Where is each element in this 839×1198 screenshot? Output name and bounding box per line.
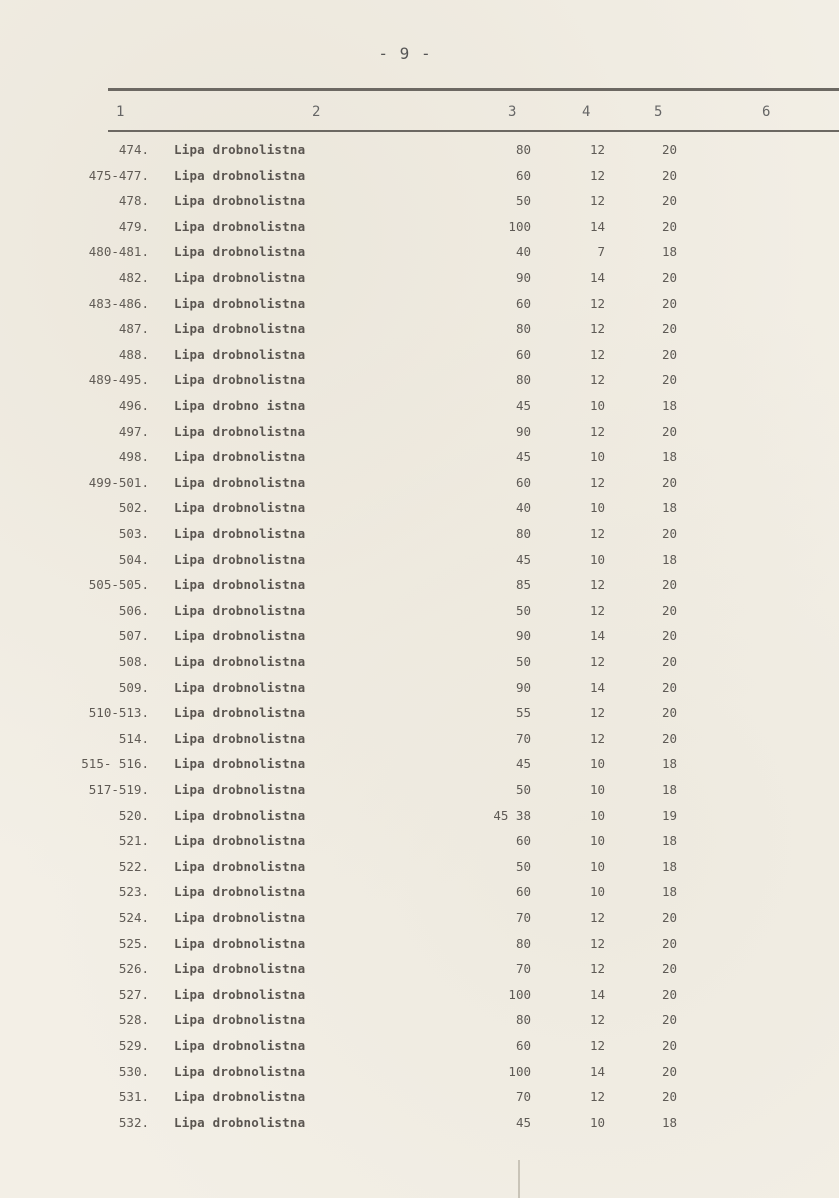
column-4-value: 14 xyxy=(589,679,605,695)
column-header-2: 2 xyxy=(312,104,321,120)
column-5-value: 19 xyxy=(661,807,677,823)
table-row xyxy=(0,1115,839,1139)
table-row xyxy=(0,731,839,755)
table-row xyxy=(0,1089,839,1113)
column-3-value: 40 xyxy=(515,244,531,260)
species-name: Lipa drobnolistna xyxy=(174,1038,306,1053)
column-3-value: 80 xyxy=(515,142,531,157)
column-3-value: 40 xyxy=(515,500,531,516)
table-row xyxy=(0,475,839,499)
column-5-value: 20 xyxy=(661,526,677,541)
row-number: 508. xyxy=(118,654,149,669)
column-4-value: 12 xyxy=(589,577,605,593)
table-row xyxy=(0,500,839,524)
table-row xyxy=(0,270,839,294)
column-4-value: 14 xyxy=(589,1063,605,1079)
column-4-value: 10 xyxy=(589,398,605,413)
species-name: Lipa drobnolistna xyxy=(174,449,306,465)
table-row xyxy=(0,705,839,729)
table-row xyxy=(0,168,839,192)
row-number: 524. xyxy=(118,910,149,925)
table-row xyxy=(0,552,839,576)
species-name: Lipa drobnolistna xyxy=(174,910,306,925)
species-name: Lipa drobnolistna xyxy=(174,1114,306,1130)
column-5-value: 20 xyxy=(661,628,677,644)
column-4-value: 12 xyxy=(589,142,605,157)
row-number: 514. xyxy=(118,730,149,746)
row-number: 531. xyxy=(118,1089,149,1105)
table-row xyxy=(0,654,839,678)
column-3-value: 60 xyxy=(515,1038,531,1053)
column-3-value: 90 xyxy=(515,679,531,695)
column-3-value: 55 xyxy=(515,705,531,721)
row-number: 530. xyxy=(118,1063,149,1079)
column-5-value: 20 xyxy=(661,321,677,337)
species-name: Lipa drobnolistna xyxy=(174,654,306,669)
species-name: Lipa drobnolistna xyxy=(174,321,306,337)
species-name: Lipa drobnolistna xyxy=(174,884,306,900)
table-row xyxy=(0,1038,839,1062)
table-row xyxy=(0,756,839,780)
row-number: 521. xyxy=(118,833,149,849)
species-name: Lipa drobnolistna xyxy=(174,270,306,285)
row-number: 489-495. xyxy=(88,372,149,388)
column-3-value: 60 xyxy=(515,833,531,849)
column-4-value: 12 xyxy=(589,730,605,746)
table-row xyxy=(0,398,839,422)
species-name: Lipa drobnolistna xyxy=(174,474,306,490)
species-name: Lipa drobnolistna xyxy=(174,756,306,772)
column-5-value: 20 xyxy=(661,1063,677,1079)
table-row xyxy=(0,910,839,934)
column-5-value: 20 xyxy=(661,705,677,721)
column-3-value: 45 xyxy=(515,1114,531,1130)
species-name: Lipa drobnolistna xyxy=(174,372,306,388)
row-number: 517-519. xyxy=(88,782,149,797)
column-3-value: 80 xyxy=(515,935,531,951)
column-5-value: 20 xyxy=(661,218,677,234)
species-name: Lipa drobno istna xyxy=(174,398,306,413)
row-number: 474. xyxy=(118,142,149,157)
column-5-value: 20 xyxy=(661,193,677,209)
column-4-value: 12 xyxy=(589,526,605,541)
table-row xyxy=(0,193,839,217)
column-3-value: 100 xyxy=(508,218,531,234)
column-3-value: 45 xyxy=(515,756,531,772)
species-name: Lipa drobnolistna xyxy=(174,961,306,977)
row-number: 499-501. xyxy=(88,474,149,490)
column-5-value: 18 xyxy=(661,244,677,260)
column-header-1: 1 xyxy=(116,104,125,120)
species-name: Lipa drobnolistna xyxy=(174,346,306,362)
row-number: 522. xyxy=(118,858,149,874)
table-row xyxy=(0,347,839,371)
row-number: 509. xyxy=(118,679,149,695)
species-name: Lipa drobnolistna xyxy=(174,833,306,849)
table-row xyxy=(0,372,839,396)
column-3-value: 45 xyxy=(515,398,531,413)
column-4-value: 12 xyxy=(589,346,605,362)
table-row xyxy=(0,244,839,268)
column-5-value: 20 xyxy=(661,423,677,439)
row-number: 482. xyxy=(118,270,149,285)
species-name: Lipa drobnolistna xyxy=(174,577,306,593)
column-4-value: 12 xyxy=(589,423,605,439)
column-3-value: 90 xyxy=(515,270,531,285)
column-header-5: 5 xyxy=(654,104,663,120)
row-number: 525. xyxy=(118,935,149,951)
species-name: Lipa drobnolistna xyxy=(174,1063,306,1079)
column-3-value: 60 xyxy=(515,884,531,900)
species-name: Lipa drobnolistna xyxy=(174,551,306,567)
column-4-value: 10 xyxy=(589,833,605,849)
species-name: Lipa drobnolistna xyxy=(174,526,306,541)
column-3-value: 60 xyxy=(515,346,531,362)
row-number: 529. xyxy=(118,1038,149,1053)
column-5-value: 20 xyxy=(661,1012,677,1028)
table-row xyxy=(0,219,839,243)
table-row xyxy=(0,526,839,550)
column-3-value: 80 xyxy=(515,526,531,541)
table-row xyxy=(0,424,839,448)
row-number: 528. xyxy=(118,1012,149,1028)
column-4-value: 14 xyxy=(589,986,605,1002)
column-4-value: 12 xyxy=(589,321,605,337)
species-name: Lipa drobnolistna xyxy=(174,500,306,516)
column-3-value: 90 xyxy=(515,423,531,439)
column-3-value: 80 xyxy=(515,372,531,388)
species-name: Lipa drobnolistna xyxy=(174,782,306,797)
table-row xyxy=(0,449,839,473)
row-number: 520. xyxy=(118,807,149,823)
table-row xyxy=(0,987,839,1011)
species-name: Lipa drobnolistna xyxy=(174,628,306,644)
table-row xyxy=(0,680,839,704)
table-row xyxy=(0,884,839,908)
column-4-value: 12 xyxy=(589,961,605,977)
table-row xyxy=(0,808,839,832)
species-name: Lipa drobnolistna xyxy=(174,423,306,439)
column-3-value: 70 xyxy=(515,910,531,925)
column-4-value: 12 xyxy=(589,1038,605,1053)
column-5-value: 18 xyxy=(661,500,677,516)
paper-fold-mark xyxy=(518,1160,520,1198)
species-name: Lipa drobnolistna xyxy=(174,193,306,209)
table-top-rule xyxy=(108,88,839,91)
row-number: 505-505. xyxy=(88,577,149,593)
row-number: 475-477. xyxy=(88,167,149,183)
table-row xyxy=(0,833,839,857)
species-name: Lipa drobnolistna xyxy=(174,244,306,260)
table-header-rule xyxy=(108,130,839,132)
column-3-value: 45 xyxy=(515,449,531,465)
column-3-value: 60 xyxy=(515,295,531,311)
column-4-value: 10 xyxy=(589,449,605,465)
column-3-value: 50 xyxy=(515,193,531,209)
column-3-value: 50 xyxy=(515,858,531,874)
row-number: 506. xyxy=(118,602,149,618)
column-3-value: 60 xyxy=(515,167,531,183)
table-row xyxy=(0,142,839,166)
column-5-value: 20 xyxy=(661,961,677,977)
row-number: 503. xyxy=(118,526,149,541)
page-number: - 9 - xyxy=(378,44,432,63)
row-number: 515- 516. xyxy=(81,756,149,772)
column-4-value: 12 xyxy=(589,167,605,183)
species-name: Lipa drobnolistna xyxy=(174,705,306,721)
row-number: 483-486. xyxy=(88,295,149,311)
column-5-value: 18 xyxy=(661,551,677,567)
column-5-value: 20 xyxy=(661,142,677,157)
column-5-value: 18 xyxy=(661,858,677,874)
column-3-value: 50 xyxy=(515,654,531,669)
column-5-value: 20 xyxy=(661,1089,677,1105)
species-name: Lipa drobnolistna xyxy=(174,1012,306,1028)
column-5-value: 18 xyxy=(661,1114,677,1130)
column-4-value: 12 xyxy=(589,935,605,951)
column-4-value: 12 xyxy=(589,602,605,618)
row-number: 527. xyxy=(118,986,149,1002)
table-row xyxy=(0,603,839,627)
table-row xyxy=(0,782,839,806)
column-5-value: 20 xyxy=(661,654,677,669)
table-row xyxy=(0,1064,839,1088)
column-4-value: 10 xyxy=(589,551,605,567)
species-name: Lipa drobnolistna xyxy=(174,986,306,1002)
column-4-value: 10 xyxy=(589,884,605,900)
column-header-6: 6 xyxy=(762,104,771,120)
column-5-value: 20 xyxy=(661,295,677,311)
row-number: 507. xyxy=(118,628,149,644)
species-name: Lipa drobnolistna xyxy=(174,218,306,234)
column-5-value: 20 xyxy=(661,474,677,490)
column-5-value: 20 xyxy=(661,372,677,388)
row-number: 487. xyxy=(118,321,149,337)
column-4-value: 7 xyxy=(597,244,605,260)
column-3-value: 70 xyxy=(515,730,531,746)
column-5-value: 18 xyxy=(661,449,677,465)
table-row xyxy=(0,321,839,345)
column-header-3: 3 xyxy=(508,104,517,120)
species-name: Lipa drobnolistna xyxy=(174,935,306,951)
column-4-value: 10 xyxy=(589,500,605,516)
column-4-value: 12 xyxy=(589,372,605,388)
column-4-value: 10 xyxy=(589,782,605,797)
table-row xyxy=(0,859,839,883)
column-3-value: 50 xyxy=(515,782,531,797)
column-4-value: 10 xyxy=(589,858,605,874)
row-number: 504. xyxy=(118,551,149,567)
column-4-value: 12 xyxy=(589,193,605,209)
column-4-value: 12 xyxy=(589,474,605,490)
column-5-value: 20 xyxy=(661,730,677,746)
row-number: 480-481. xyxy=(88,244,149,260)
row-number: 498. xyxy=(118,449,149,465)
species-name: Lipa drobnolistna xyxy=(174,807,306,823)
column-3-value: 85 xyxy=(515,577,531,593)
column-5-value: 20 xyxy=(661,679,677,695)
species-name: Lipa drobnolistna xyxy=(174,167,306,183)
row-number: 523. xyxy=(118,884,149,900)
column-5-value: 18 xyxy=(661,782,677,797)
column-3-value: 70 xyxy=(515,961,531,977)
column-5-value: 20 xyxy=(661,935,677,951)
table-row xyxy=(0,628,839,652)
column-4-value: 12 xyxy=(589,1012,605,1028)
species-name: Lipa drobnolistna xyxy=(174,679,306,695)
column-4-value: 10 xyxy=(589,807,605,823)
column-5-value: 20 xyxy=(661,167,677,183)
row-number: 502. xyxy=(118,500,149,516)
species-name: Lipa drobnolistna xyxy=(174,1089,306,1105)
column-3-value: 100 xyxy=(508,1063,531,1079)
column-4-value: 10 xyxy=(589,756,605,772)
table-row xyxy=(0,1012,839,1036)
column-4-value: 14 xyxy=(589,270,605,285)
column-4-value: 10 xyxy=(589,1114,605,1130)
row-number: 496. xyxy=(118,398,149,413)
column-4-value: 12 xyxy=(589,1089,605,1105)
species-name: Lipa drobnolistna xyxy=(174,142,306,157)
column-5-value: 18 xyxy=(661,756,677,772)
column-3-value: 45 38 xyxy=(493,807,531,823)
column-5-value: 20 xyxy=(661,1038,677,1053)
row-number: 532. xyxy=(118,1114,149,1130)
column-3-value: 90 xyxy=(515,628,531,644)
column-5-value: 20 xyxy=(661,602,677,618)
column-4-value: 12 xyxy=(589,295,605,311)
column-3-value: 80 xyxy=(515,1012,531,1028)
species-name: Lipa drobnolistna xyxy=(174,295,306,311)
column-5-value: 20 xyxy=(661,910,677,925)
row-number: 510-513. xyxy=(88,705,149,721)
column-5-value: 18 xyxy=(661,398,677,413)
column-3-value: 50 xyxy=(515,602,531,618)
column-4-value: 14 xyxy=(589,628,605,644)
column-5-value: 20 xyxy=(661,346,677,362)
column-4-value: 12 xyxy=(589,910,605,925)
table-row xyxy=(0,296,839,320)
column-3-value: 45 xyxy=(515,551,531,567)
row-number: 497. xyxy=(118,423,149,439)
table-row xyxy=(0,961,839,985)
column-3-value: 70 xyxy=(515,1089,531,1105)
column-5-value: 18 xyxy=(661,833,677,849)
column-4-value: 14 xyxy=(589,218,605,234)
column-3-value: 60 xyxy=(515,474,531,490)
row-number: 526. xyxy=(118,961,149,977)
row-number: 478. xyxy=(118,193,149,209)
column-3-value: 80 xyxy=(515,321,531,337)
column-5-value: 20 xyxy=(661,270,677,285)
species-name: Lipa drobnolistna xyxy=(174,858,306,874)
column-5-value: 20 xyxy=(661,986,677,1002)
column-header-4: 4 xyxy=(582,104,591,120)
column-4-value: 12 xyxy=(589,705,605,721)
table-row xyxy=(0,936,839,960)
column-5-value: 20 xyxy=(661,577,677,593)
column-5-value: 18 xyxy=(661,884,677,900)
row-number: 479. xyxy=(118,218,149,234)
species-name: Lipa drobnolistna xyxy=(174,602,306,618)
species-name: Lipa drobnolistna xyxy=(174,730,306,746)
row-number: 488. xyxy=(118,346,149,362)
column-4-value: 12 xyxy=(589,654,605,669)
column-3-value: 100 xyxy=(508,986,531,1002)
table-row xyxy=(0,577,839,601)
